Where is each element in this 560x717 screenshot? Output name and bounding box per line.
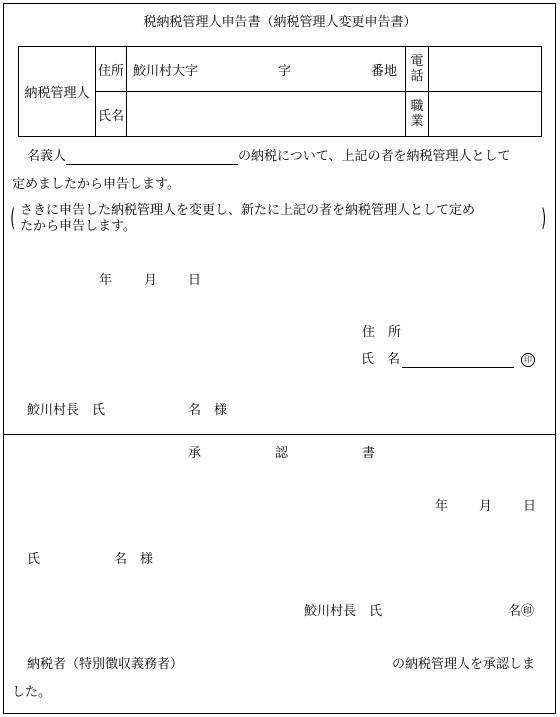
phone-label: 電話 (406, 47, 429, 92)
occupation-field[interactable] (429, 92, 542, 137)
address-label: 住所 (96, 47, 127, 92)
approval-body-end: した。 (12, 685, 52, 700)
manager-info-table (18, 46, 542, 137)
form-title: 税納税管理人申告書（納税管理人変更申告書） (143, 15, 417, 30)
addressee-mayor: 鮫川村長 氏 (27, 403, 106, 418)
approval-date-day: 日 (523, 499, 537, 514)
address-banchi: 番地 (370, 63, 397, 79)
change-line-2: たから申告します。 (20, 219, 136, 234)
nominee-prefix: 名義人 (27, 149, 67, 164)
addressee-name-sama: 名 様 (188, 403, 228, 418)
recipient-mei-sama: 名 様 (114, 552, 154, 567)
approval-issuer: 鮫川村長 氏 (304, 604, 383, 619)
occupation-label: 職業 (406, 92, 429, 137)
name-field[interactable] (127, 92, 406, 137)
change-line-1: さきに申告した納税管理人を変更し、新たに上記の者を納税管理人として定め (20, 203, 476, 218)
date-day: 日 (188, 273, 202, 288)
address-village: 鮫川村大字 (133, 63, 199, 79)
section-divider (3, 434, 556, 435)
approval-body-prefix: 納税者（特別徴収義務者） (27, 657, 184, 672)
applicant-seal (521, 352, 535, 368)
approval-heading-3: 書 (362, 446, 376, 461)
date-month: 月 (144, 273, 158, 288)
declaration-line-1-rest: の納税について、上記の者を納税管理人として (238, 149, 511, 164)
manager-label: 納税管理人 (19, 47, 96, 137)
approval-body-rest: の納税管理人を承認しま (392, 657, 536, 672)
change-declaration (10, 203, 546, 234)
declaration-line-2: 定めましたから申告します。 (12, 177, 180, 192)
phone-field[interactable] (429, 47, 542, 92)
approval-issuer-name-seal: 名㊞ (508, 604, 535, 619)
seal-icon: 印 (521, 353, 535, 367)
approval-heading-2: 認 (275, 446, 289, 461)
declaration-line-1 (27, 149, 511, 165)
applicant-name-row (361, 352, 514, 368)
approval-heading-1: 承 (188, 446, 202, 461)
nominee-blank[interactable] (66, 151, 238, 165)
approval-date-year: 年 (435, 499, 449, 514)
applicant-name-label: 氏 名 (361, 352, 401, 367)
right-bracket-icon: ) (540, 204, 546, 232)
applicant-name-blank[interactable] (402, 354, 514, 368)
name-label: 氏名 (96, 92, 127, 137)
date-year: 年 (99, 273, 113, 288)
applicant-address-label: 住 所 (362, 325, 402, 340)
approval-date-month: 月 (479, 499, 493, 514)
recipient-shi: 氏 (27, 552, 41, 567)
address-field[interactable] (127, 47, 406, 92)
left-bracket-icon: ( (10, 204, 16, 232)
address-aza: 字 (277, 63, 291, 79)
